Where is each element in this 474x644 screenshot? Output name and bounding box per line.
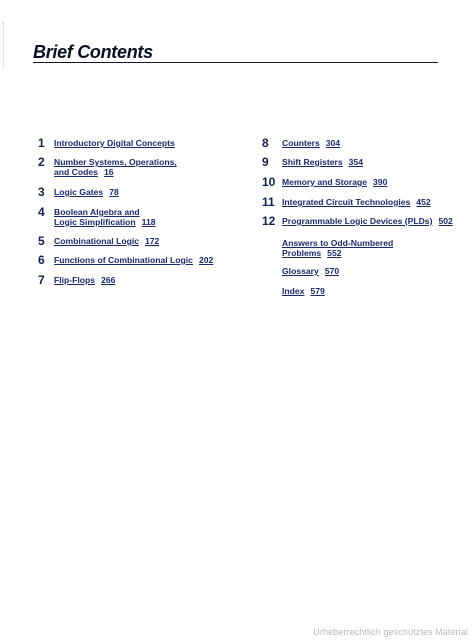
chapter-title-text: Shift Registers xyxy=(282,157,343,167)
chapter-number: 1 xyxy=(38,136,45,150)
chapter-title-line: Introductory Digital Concepts xyxy=(54,138,175,148)
page-number: 78 xyxy=(109,187,119,197)
chapter-number: 5 xyxy=(38,234,45,248)
backmatter-title xyxy=(282,286,325,296)
chapter-number: 10 xyxy=(262,175,276,189)
chapter-title-text: Combinational Logic xyxy=(54,236,139,246)
backmatter-title-text: Glossary xyxy=(282,266,319,276)
backmatter-title-line: Answers to Odd-Numbered xyxy=(282,238,394,248)
chapter-number: 3 xyxy=(38,185,45,199)
backmatter-title-text: Index xyxy=(282,286,305,296)
chapter-title-text: Integrated Circuit Technologies xyxy=(282,197,411,207)
page-number: 579 xyxy=(310,286,325,296)
chapter-title-text: Functions of Combinational Logic xyxy=(54,255,193,265)
page-number: 16 xyxy=(103,167,114,177)
chapter-title-line xyxy=(54,217,156,227)
page-number: 552 xyxy=(327,248,342,258)
chapter-title-line xyxy=(54,236,159,246)
chapter-title-text: Memory and Storage xyxy=(282,177,368,187)
chapter-title xyxy=(54,255,213,265)
page-number: 502 xyxy=(438,216,453,226)
chapter-title xyxy=(282,138,340,148)
chapter-title-line xyxy=(282,157,363,167)
backmatter-title-line xyxy=(282,248,393,258)
chapter-title xyxy=(54,275,115,285)
chapter-title-line: Number Systems, Operations, xyxy=(54,157,177,167)
page-title: Brief Contents xyxy=(33,42,153,62)
page-number: 390 xyxy=(373,177,388,187)
chapter-title-line xyxy=(54,187,119,197)
page-number: 202 xyxy=(198,255,214,265)
chapter-title-line xyxy=(282,216,453,226)
chapter-number: 4 xyxy=(38,205,45,219)
copyright-watermark: Urheberrechtlich geschütztes Material xyxy=(313,627,468,637)
chapter-number: 7 xyxy=(38,273,45,287)
page-number: 570 xyxy=(324,266,340,276)
page-number: 304 xyxy=(325,138,341,148)
page-number: 118 xyxy=(141,217,156,227)
chapter-title-line xyxy=(282,177,387,187)
backmatter-title-line xyxy=(282,286,325,296)
backmatter-title xyxy=(282,238,393,258)
chapter-number: 9 xyxy=(262,155,269,169)
chapter-title-text: Logic Simplification xyxy=(54,217,136,227)
chapter-title-text: Logic Gates xyxy=(54,187,104,197)
chapter-title xyxy=(282,216,453,226)
page-number: 354 xyxy=(348,157,363,167)
backmatter-title-line xyxy=(282,266,339,276)
chapter-title-line xyxy=(282,197,431,207)
chapter-number: 12 xyxy=(262,214,276,228)
page-number: 452 xyxy=(416,197,431,207)
chapter-title xyxy=(282,197,431,207)
chapter-title xyxy=(54,138,175,148)
chapter-title xyxy=(54,207,156,227)
chapter-number: 2 xyxy=(38,155,45,169)
title-rule xyxy=(33,62,438,63)
chapter-number: 8 xyxy=(262,136,269,150)
chapter-number: 6 xyxy=(38,253,45,267)
chapter-title-line xyxy=(282,138,340,148)
chapter-title xyxy=(282,177,387,187)
backmatter-title xyxy=(282,266,339,276)
chapter-number: 11 xyxy=(262,195,275,209)
page-number: 266 xyxy=(101,275,116,285)
chapter-title-line xyxy=(54,167,177,177)
chapter-title-text: and Codes xyxy=(54,167,98,177)
chapter-title-line xyxy=(54,275,115,285)
chapter-title xyxy=(282,157,363,167)
chapter-title-text: Counters xyxy=(282,138,320,148)
chapter-title xyxy=(54,157,177,177)
margin-marks xyxy=(3,22,5,68)
chapter-title xyxy=(54,187,119,197)
chapter-title-text: Flip-Flops xyxy=(54,275,96,285)
backmatter-title-text: Problems xyxy=(282,248,322,258)
chapter-title xyxy=(54,236,159,246)
chapter-title-text: Programmable Logic Devices (PLDs) xyxy=(282,216,433,226)
chapter-title-line xyxy=(54,255,213,265)
page-number: 172 xyxy=(144,236,160,246)
chapter-title-line: Boolean Algebra and xyxy=(54,207,140,217)
